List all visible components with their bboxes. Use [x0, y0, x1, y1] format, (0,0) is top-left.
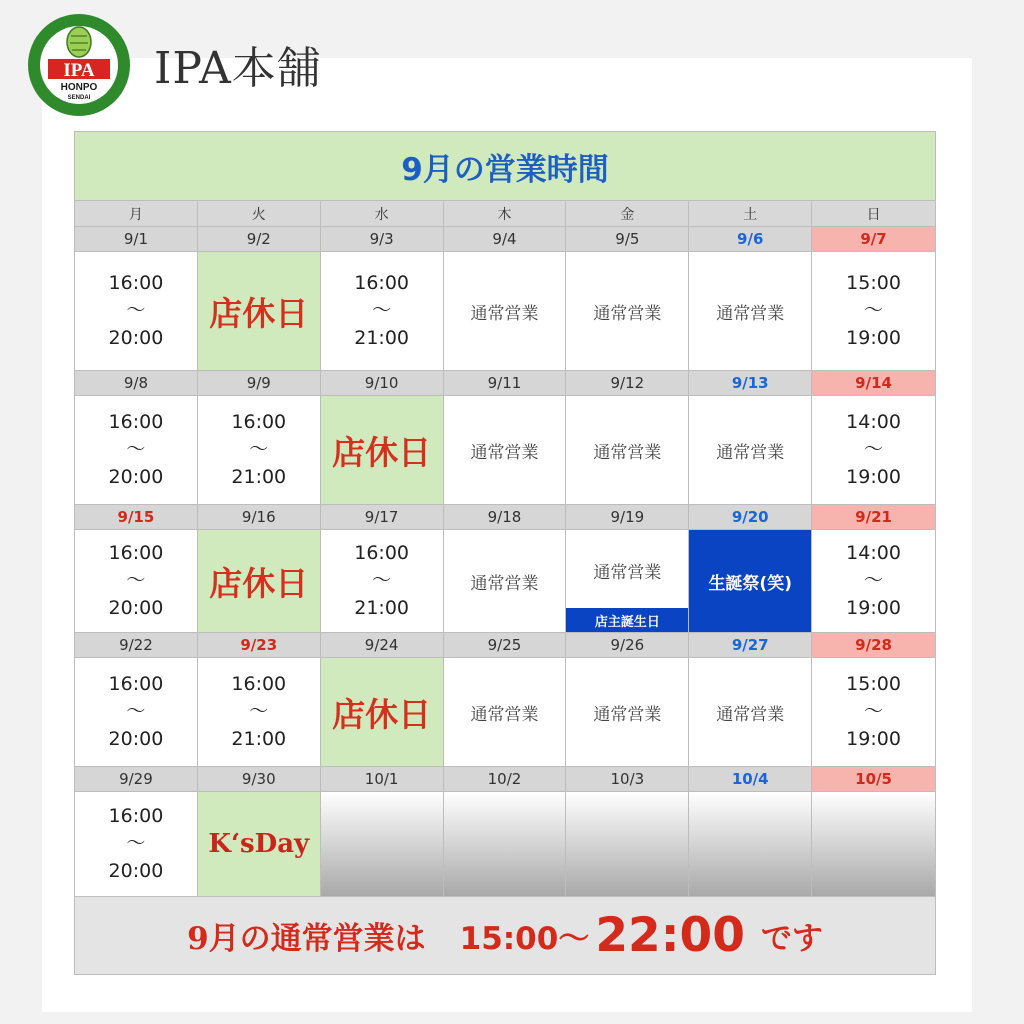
empty-cell	[689, 792, 812, 897]
hours-text: 16:00 〜 21:00	[354, 271, 410, 349]
date-label: 10/1	[321, 767, 444, 792]
hours-cell	[75, 396, 198, 505]
date-label: 9/21	[812, 505, 935, 530]
closed-day-cell: 店休日	[321, 396, 444, 505]
closed-day-cell: 店休日	[198, 530, 321, 633]
date-label: 10/5	[812, 767, 935, 792]
regular-hours-text: 通常営業	[593, 704, 662, 725]
date-label: 9/22	[75, 633, 198, 658]
regular-hours-text: 通常営業	[470, 704, 539, 725]
ipa-honpo-logo	[26, 12, 132, 118]
birthday-event-cell: 生誕祭(笑)	[689, 530, 812, 633]
svg-text:HONPO: HONPO	[60, 82, 98, 93]
date-label: 9/23	[198, 633, 321, 658]
regular-hours-cell	[566, 396, 689, 505]
event-day-cell: K‘sDay	[198, 792, 321, 897]
footer-start-time: 15:00〜	[459, 921, 590, 957]
date-label: 9/27	[689, 633, 812, 658]
date-label: 9/5	[566, 227, 689, 252]
date-label: 10/2	[444, 767, 567, 792]
date-label: 9/11	[444, 371, 567, 396]
hours-cell	[75, 252, 198, 371]
hours-cell	[812, 658, 935, 767]
hours-cell	[812, 530, 935, 633]
hours-text: 14:00 〜 19:00	[846, 541, 901, 619]
date-label: 9/29	[75, 767, 198, 792]
regular-hours-text: 通常営業	[470, 442, 539, 463]
shop-name: IPA本舗	[154, 43, 322, 94]
hours-text: 16:00 〜 20:00	[108, 410, 164, 488]
empty-cell	[566, 792, 689, 897]
regular-hours-cell	[689, 396, 812, 505]
weekday-label: 金	[566, 201, 689, 227]
hours-cell	[812, 252, 935, 371]
date-label: 9/19	[566, 505, 689, 530]
hours-row	[75, 658, 935, 767]
date-row	[75, 505, 935, 530]
hours-text: 16:00 〜 20:00	[108, 804, 164, 882]
regular-hours-cell	[566, 658, 689, 767]
regular-hours-cell	[444, 252, 567, 371]
hours-cell	[75, 530, 198, 633]
weekday-label: 土	[689, 201, 812, 227]
calendar-title: 9月の営業時間	[75, 132, 935, 201]
date-label: 9/30	[198, 767, 321, 792]
hours-text: 16:00 〜 21:00	[231, 410, 287, 488]
hours-text: 16:00 〜 21:00	[354, 541, 410, 619]
regular-hours-cell	[689, 252, 812, 371]
hours-cell	[321, 530, 444, 633]
empty-cell	[321, 792, 444, 897]
date-label: 9/25	[444, 633, 567, 658]
regular-hours-text: 通常営業	[470, 573, 539, 594]
hours-row	[75, 252, 935, 371]
date-label: 9/15	[75, 505, 198, 530]
regular-hours-text: 通常営業	[716, 442, 785, 463]
svg-text:IPA: IPA	[63, 60, 95, 81]
weekday-label: 日	[812, 201, 935, 227]
regular-hours-text: 通常営業	[593, 303, 662, 324]
regular-hours-text: 通常営業	[593, 562, 662, 583]
hours-text: 16:00 〜 20:00	[108, 541, 164, 619]
date-label: 9/10	[321, 371, 444, 396]
footer-text: 9月の通常営業は	[187, 921, 426, 957]
date-label: 9/26	[566, 633, 689, 658]
regular-hours-cell	[689, 658, 812, 767]
footer-end-time: 22:00	[595, 908, 745, 963]
date-row	[75, 227, 935, 252]
date-label: 9/9	[198, 371, 321, 396]
date-label: 9/28	[812, 633, 935, 658]
date-label: 9/2	[198, 227, 321, 252]
hours-text: 15:00 〜 19:00	[846, 672, 901, 750]
date-label: 9/3	[321, 227, 444, 252]
date-label: 9/7	[812, 227, 935, 252]
hours-cell	[198, 396, 321, 505]
hours-cell	[75, 658, 198, 767]
date-label: 9/16	[198, 505, 321, 530]
hours-text: 16:00 〜 20:00	[108, 672, 164, 750]
regular-hours-text: 通常営業	[470, 303, 539, 324]
date-label: 9/8	[75, 371, 198, 396]
closed-day-cell: 店休日	[198, 252, 321, 371]
weekday-header	[75, 201, 935, 227]
date-label: 10/4	[689, 767, 812, 792]
date-label: 9/12	[566, 371, 689, 396]
date-label: 9/1	[75, 227, 198, 252]
date-label: 9/17	[321, 505, 444, 530]
date-label: 9/14	[812, 371, 935, 396]
hours-row	[75, 396, 935, 505]
hours-row	[75, 530, 935, 633]
regular-hours-cell	[444, 530, 567, 633]
hours-text: 16:00 〜 20:00	[108, 271, 164, 349]
regular-hours-text: 通常営業	[716, 704, 785, 725]
regular-hours-text: 通常営業	[593, 442, 662, 463]
weekday-label: 水	[321, 201, 444, 227]
date-label: 10/3	[566, 767, 689, 792]
hours-text: 16:00 〜 21:00	[231, 672, 287, 750]
empty-cell	[812, 792, 935, 897]
svg-text:SENDAI: SENDAI	[67, 95, 91, 101]
calendar-weeks	[75, 227, 935, 897]
regular-hours-cell	[444, 396, 567, 505]
weekday-label: 木	[444, 201, 567, 227]
footer-note	[75, 897, 935, 974]
date-label: 9/6	[689, 227, 812, 252]
date-row	[75, 371, 935, 396]
regular-hours-text: 通常営業	[716, 303, 785, 324]
date-label: 9/18	[444, 505, 567, 530]
hours-cell	[75, 792, 198, 897]
date-label: 9/24	[321, 633, 444, 658]
date-label: 9/20	[689, 505, 812, 530]
date-row	[75, 767, 935, 792]
date-label: 9/4	[444, 227, 567, 252]
date-row	[75, 633, 935, 658]
hours-row	[75, 792, 935, 897]
date-label: 9/13	[689, 371, 812, 396]
regular-hours-cell	[566, 252, 689, 371]
hours-text: 15:00 〜 19:00	[846, 271, 901, 349]
closed-day-cell: 店休日	[321, 658, 444, 767]
hours-cell	[321, 252, 444, 371]
hours-cell	[812, 396, 935, 505]
footer-suffix: です	[760, 921, 823, 957]
weekday-label: 火	[198, 201, 321, 227]
hours-calendar	[74, 131, 936, 975]
regular-hours-cell	[444, 658, 567, 767]
empty-cell	[444, 792, 567, 897]
hours-cell	[198, 658, 321, 767]
hours-text: 14:00 〜 19:00	[846, 410, 901, 488]
owner-birthday-banner: 店主誕生日	[566, 608, 688, 632]
birthday-cell	[566, 530, 689, 633]
weekday-label: 月	[75, 201, 198, 227]
